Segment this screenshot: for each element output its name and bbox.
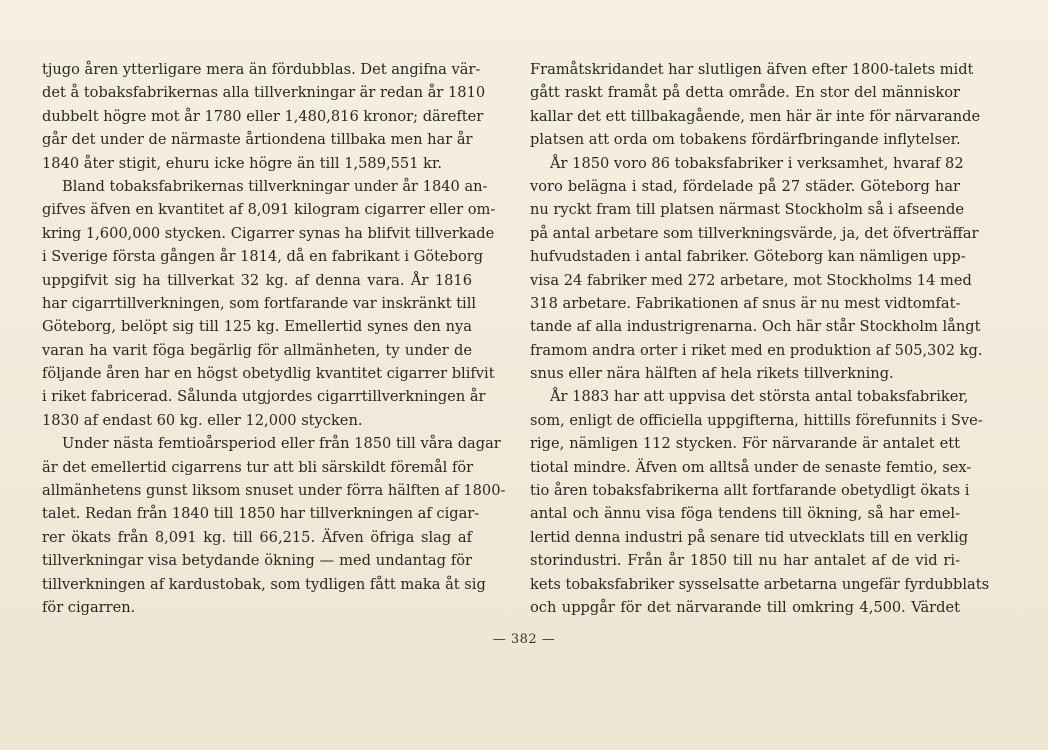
left-line-15: i riket fabricerad. Sålunda utgjordes cigarrtillverkningen år: [42, 388, 486, 406]
right-line-13: framom andra orter i riket med en produktion af 505,302 kg.: [530, 341, 983, 359]
left-line-6: Bland tobaksfabrikernas tillverkningar under år 1840 an-: [62, 177, 488, 195]
right-line-4: platsen att orda om tobakens fördärfbringande inflytelser.: [530, 131, 961, 149]
right-line-11: 318 arbetare. Fabrikationen af snus är nu mest vidtomfat-: [530, 294, 961, 312]
right-line-7: nu ryckt fram till platsen närmast Stockholm så i afseende: [530, 201, 964, 219]
right-line-20: antal och ännu visa föga tendens till ökning, så har emel-: [530, 505, 960, 523]
right-line-21: lertid denna industri på senare tid utvecklats till en verklig: [530, 528, 969, 546]
right-line-5: År 1850 voro 86 tobaksfabriker i verksamhet, hvaraf 82: [550, 154, 964, 172]
left-text-column: [42, 58, 506, 619]
left-line-13: varan ha varit föga begärlig för allmänheten, ty under de: [42, 341, 472, 359]
page-number: — 382 —: [492, 632, 556, 647]
right-line-6: voro belägna i stad, fördelade på 27 städer. Göteborg har: [530, 177, 960, 195]
left-line-16: 1830 af endast 60 kg. eller 12,000 stycken.: [42, 411, 363, 429]
right-line-17: rige, nämligen 112 stycken. För närvarande är antalet ett: [530, 435, 960, 453]
left-line-5: 1840 åter stigit, ehuru icke högre än till 1,589,551 kr.: [42, 154, 442, 172]
right-line-3: kallar det ett tillbakagående, men här är inte för närvarande: [530, 107, 981, 125]
left-line-17: Under nästa femtioårsperiod eller från 1850 till våra dagar: [62, 435, 501, 453]
left-line-23: tillverkningen af kardustobak, som tydligen fått maka åt sig: [42, 575, 486, 593]
right-line-2: gått raskt framåt på detta område. En stor del människor: [530, 84, 960, 102]
left-line-1: tjugo åren ytterligare mera än fördubblas. Det angifna vär-: [42, 61, 481, 78]
right-line-18: tiotal mindre. Äfven om alltså under de senaste femtio, sex-: [530, 458, 972, 476]
right-line-15: År 1883 har att uppvisa det största antal tobaksfabriker,: [550, 388, 969, 406]
right-line-24: och uppgår för det närvarande till omkring 4,500. Värdet: [530, 598, 960, 616]
left-line-9: i Sverige första gången år 1814, då en fabrikant i Göteborg: [42, 248, 484, 266]
left-line-14: följande åren har en högst obetydlig kvantitet cigarrer blifvit: [42, 365, 495, 383]
left-line-22: tillverkningar visa betydande ökning — med undantag för: [42, 552, 472, 570]
left-line-7: gifves äfven en kvantitet af 8,091 kilogram cigarrer eller om-: [42, 201, 496, 219]
left-line-24: för cigarren.: [42, 598, 136, 616]
right-line-9: hufvudstaden i antal fabriker. Göteborg kan nämligen upp-: [530, 248, 966, 266]
right-line-14: snus eller nära hälften af hela rikets tillverkning.: [530, 365, 894, 383]
right-line-8: på antal arbetare som tillverkningsvärde, ja, det öfverträffar: [530, 224, 979, 242]
left-line-10: uppgifvit sig ha tillverkat 32 kg. af denna vara. År 1816: [42, 271, 472, 289]
left-line-2: det å tobaksfabrikernas alla tillverkningar är redan år 1810: [42, 84, 486, 102]
right-line-12: tande af alla industrigrenarna. Och här står Stockholm långt: [530, 318, 981, 336]
left-line-11: har cigarrtillverkningen, som fortfarande var inskränkt till: [42, 294, 477, 312]
right-line-23: kets tobaksfabriker sysselsatte arbetarna ungefär fyrdubblats: [530, 575, 990, 593]
right-line-16: som, enligt de officiella uppgifterna, hittills förefunnits i Sve-: [530, 411, 983, 429]
left-line-19: allmänhetens gunst liksom snuset under förra hälften af 1800-: [42, 482, 506, 500]
left-line-21: rer ökats från 8,091 kg. till 66,215. Äfven öfriga slag af: [42, 528, 472, 546]
left-line-8: kring 1,600,000 stycken. Cigarrer synas ha blifvit tillverkade: [42, 224, 495, 242]
left-line-3: dubbelt högre mot år 1780 eller 1,480,816 kronor; därefter: [42, 107, 484, 125]
left-line-20: talet. Redan från 1840 till 1850 har tillverkningen af cigar-: [42, 505, 480, 523]
left-line-4: går det under de närmaste årtiondena tillbaka men har år: [42, 131, 473, 149]
right-text-column: [530, 58, 990, 619]
left-line-18: är det emellertid cigarrens tur att bli särskildt föremål för: [42, 458, 474, 476]
right-line-1: Framåtskridandet har slutligen äfven efter 1800-talets midt: [530, 61, 974, 78]
right-line-22: storindustri. Från år 1850 till nu har antalet af de vid ri-: [530, 552, 960, 570]
left-line-12: Göteborg, belöpt sig till 125 kg. Emellertid synes den nya: [42, 318, 472, 336]
right-line-19: tio åren tobaksfabrikerna allt fortfarande obetydligt ökats i: [530, 482, 970, 500]
right-line-10: visa 24 fabriker med 272 arbetare, mot Stockholms 14 med: [530, 271, 972, 289]
